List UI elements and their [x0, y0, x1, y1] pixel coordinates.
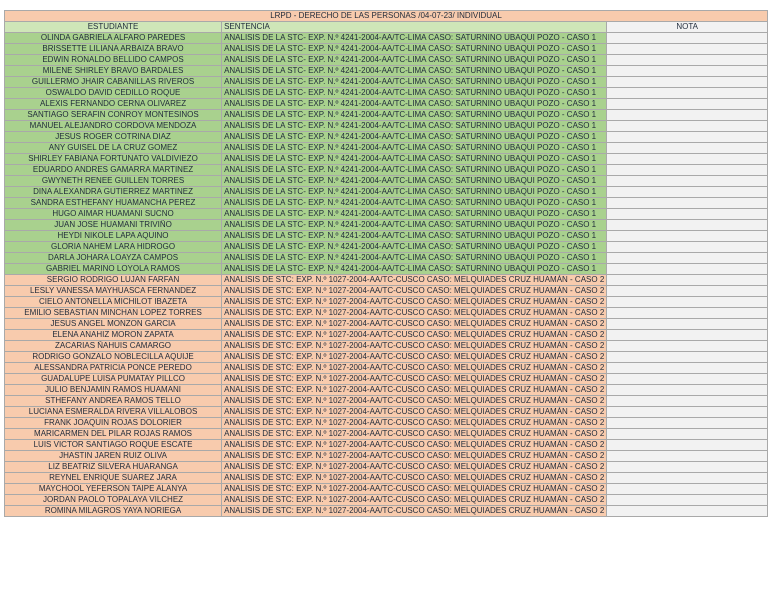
- student-cell[interactable]: SANTIAGO SERAFIN CONROY MONTESINOS: [5, 110, 222, 121]
- grade-cell[interactable]: [607, 231, 768, 242]
- student-cell[interactable]: MARICARMEN DEL PILAR ROJAS RAMOS: [5, 429, 222, 440]
- table-row: [5, 66, 768, 77]
- grade-cell[interactable]: [607, 253, 768, 264]
- sentence-cell[interactable]: ANALISIS DE LA STC- EXP. N.º 4241-2004-AA/TC-LIMA CASO: SATURNINO UBAQUI POZO - CASO 1: [222, 253, 607, 264]
- grade-cell[interactable]: [607, 132, 768, 143]
- table-row: [5, 440, 768, 451]
- grade-cell[interactable]: [607, 165, 768, 176]
- sentence-cell[interactable]: ANALISIS DE LA STC- EXP. N.º 4241-2004-AA/TC-LIMA CASO: SATURNINO UBAQUI POZO - CASO 1: [222, 231, 607, 242]
- table-row: [5, 99, 768, 110]
- sentence-cell[interactable]: ANALISIS DE STC: EXP. N.º 1027-2004-AA/TC-CUSCO CASO: MELQUIADES CRUZ HUAMÁN - CASO 2: [222, 396, 607, 407]
- grade-cell[interactable]: [607, 484, 768, 495]
- student-cell[interactable]: LUIS VICTOR SANTIAGO ROQUE ESCATE: [5, 440, 222, 451]
- grade-cell[interactable]: [607, 99, 768, 110]
- student-cell[interactable]: HUGO AIMAR HUAMANI SUCNO: [5, 209, 222, 220]
- sentence-cell[interactable]: ANALISIS DE STC: EXP. N.º 1027-2004-AA/TC-CUSCO CASO: MELQUIADES CRUZ HUAMÁN - CASO 2: [222, 484, 607, 495]
- grade-cell[interactable]: [607, 242, 768, 253]
- table-row: [5, 220, 768, 231]
- student-cell[interactable]: SHIRLEY FABIANA FORTUNATO VALDIVIEZO: [5, 154, 222, 165]
- table-row: [5, 264, 768, 275]
- sentence-cell[interactable]: ANALISIS DE LA STC- EXP. N.º 4241-2004-AA/TC-LIMA CASO: SATURNINO UBAQUI POZO - CASO 1: [222, 99, 607, 110]
- table-row: [5, 319, 768, 330]
- sentence-cell[interactable]: ANALISIS DE STC: EXP. N.º 1027-2004-AA/TC-CUSCO CASO: MELQUIADES CRUZ HUAMÁN - CASO 2: [222, 451, 607, 462]
- student-cell[interactable]: BRISSETTE LILIANA ARBAIZA BRAVO: [5, 44, 222, 55]
- table-row: [5, 209, 768, 220]
- table-row: [5, 143, 768, 154]
- grade-cell[interactable]: [607, 462, 768, 473]
- sentence-cell[interactable]: ANALISIS DE LA STC- EXP. N.º 4241-2004-AA/TC-LIMA CASO: SATURNINO UBAQUI POZO - CASO 1: [222, 66, 607, 77]
- grade-cell[interactable]: [607, 143, 768, 154]
- student-cell[interactable]: EDWIN RONALDO BELLIDO CAMPOS: [5, 55, 222, 66]
- table-row: [5, 55, 768, 66]
- sentence-cell[interactable]: ANALISIS DE STC: EXP. N.º 1027-2004-AA/TC-CUSCO CASO: MELQUIADES CRUZ HUAMÁN - CASO 2: [222, 297, 607, 308]
- column-header-sentence[interactable]: SENTENCIA: [222, 22, 607, 33]
- grade-cell[interactable]: [607, 418, 768, 429]
- table-row: [5, 308, 768, 319]
- table-row: [5, 330, 768, 341]
- student-cell[interactable]: SANDRA ESTHEFANY HUAMANCHA PEREZ: [5, 198, 222, 209]
- sentence-cell[interactable]: ANALISIS DE LA STC- EXP. N.º 4241-2004-AA/TC-LIMA CASO: SATURNINO UBAQUI POZO - CASO 1: [222, 77, 607, 88]
- grade-cell[interactable]: [607, 341, 768, 352]
- table-row: [5, 341, 768, 352]
- grade-cell[interactable]: [607, 33, 768, 44]
- student-cell[interactable]: SERGIO RODRIGO LUJAN FARFAN: [5, 275, 222, 286]
- grade-cell[interactable]: [607, 363, 768, 374]
- sentence-cell[interactable]: ANALISIS DE LA STC- EXP. N.º 4241-2004-AA/TC-LIMA CASO: SATURNINO UBAQUI POZO - CASO 1: [222, 242, 607, 253]
- table-row: [5, 242, 768, 253]
- title-row: [5, 11, 768, 22]
- table-row: [5, 154, 768, 165]
- table-row: [5, 429, 768, 440]
- grade-cell[interactable]: [607, 297, 768, 308]
- column-header-grade[interactable]: NOTA: [607, 22, 768, 33]
- grade-cell[interactable]: [607, 209, 768, 220]
- table-row: [5, 374, 768, 385]
- student-cell[interactable]: HEYDI NIKOLE LAPA AQUINO: [5, 231, 222, 242]
- table-row: [5, 253, 768, 264]
- table-row: [5, 495, 768, 506]
- sentence-cell[interactable]: ANALISIS DE LA STC- EXP. N.º 4241-2004-AA/TC-LIMA CASO: SATURNINO UBAQUI POZO - CASO 1: [222, 165, 607, 176]
- sentence-cell[interactable]: ANALISIS DE STC: EXP. N.º 1027-2004-AA/TC-CUSCO CASO: MELQUIADES CRUZ HUAMÁN - CASO 2: [222, 429, 607, 440]
- grade-cell[interactable]: [607, 495, 768, 506]
- grade-cell[interactable]: [607, 264, 768, 275]
- grade-cell[interactable]: [607, 374, 768, 385]
- grade-cell[interactable]: [607, 44, 768, 55]
- table-row: [5, 396, 768, 407]
- sentence-cell[interactable]: ANALISIS DE LA STC- EXP. N.º 4241-2004-AA/TC-LIMA CASO: SATURNINO UBAQUI POZO - CASO 1: [222, 88, 607, 99]
- grade-cell[interactable]: [607, 187, 768, 198]
- grade-cell[interactable]: [607, 506, 768, 517]
- grade-cell[interactable]: [607, 429, 768, 440]
- sentence-cell[interactable]: ANALISIS DE LA STC- EXP. N.º 4241-2004-AA/TC-LIMA CASO: SATURNINO UBAQUI POZO - CASO 1: [222, 220, 607, 231]
- grade-cell[interactable]: [607, 198, 768, 209]
- table-row: [5, 352, 768, 363]
- student-cell[interactable]: ANY GUISEL DE LA CRUZ GOMEZ: [5, 143, 222, 154]
- sentence-cell[interactable]: ANALISIS DE LA STC- EXP. N.º 4241-2004-AA/TC-LIMA CASO: SATURNINO UBAQUI POZO - CASO 1: [222, 187, 607, 198]
- table-row: [5, 165, 768, 176]
- table-row: [5, 407, 768, 418]
- student-cell[interactable]: STHEFANY ANDREA RAMOS TELLO: [5, 396, 222, 407]
- table-row: [5, 77, 768, 88]
- student-cell[interactable]: GUADALUPE LUISA PUMATAY PILLCO: [5, 374, 222, 385]
- table-row: [5, 198, 768, 209]
- table-row: [5, 44, 768, 55]
- table-row: [5, 132, 768, 143]
- student-cell[interactable]: ELENA ANAHIZ MORON ZAPATA: [5, 330, 222, 341]
- student-cell[interactable]: DARLA JOHARA LOAYZA CAMPOS: [5, 253, 222, 264]
- grade-cell[interactable]: [607, 440, 768, 451]
- sentence-cell[interactable]: ANALISIS DE LA STC- EXP. N.º 4241-2004-AA/TC-LIMA CASO: SATURNINO UBAQUI POZO - CASO 1: [222, 110, 607, 121]
- student-cell[interactable]: REYNEL ENRIQUE SUAREZ JARA: [5, 473, 222, 484]
- sentence-cell[interactable]: ANALISIS DE STC: EXP. N.º 1027-2004-AA/TC-CUSCO CASO: MELQUIADES CRUZ HUAMÁN - CASO 2: [222, 462, 607, 473]
- sentence-cell[interactable]: ANALISIS DE LA STC- EXP. N.º 4241-2004-AA/TC-LIMA CASO: SATURNINO UBAQUI POZO - CASO 1: [222, 264, 607, 275]
- grade-cell[interactable]: [607, 308, 768, 319]
- student-cell[interactable]: JORDAN PAOLO TOPALAYA VILCHEZ: [5, 495, 222, 506]
- student-cell[interactable]: CIELO ANTONELLA MICHILOT IBAZETA: [5, 297, 222, 308]
- sentence-cell[interactable]: ANALISIS DE STC: EXP. N.º 1027-2004-AA/TC-CUSCO CASO: MELQUIADES CRUZ HUAMÁN - CASO 2: [222, 308, 607, 319]
- grade-cell[interactable]: [607, 66, 768, 77]
- table-row: [5, 385, 768, 396]
- sentence-cell[interactable]: ANALISIS DE LA STC- EXP. N.º 4241-2004-AA/TC-LIMA CASO: SATURNINO UBAQUI POZO - CASO 1: [222, 44, 607, 55]
- table-row: [5, 176, 768, 187]
- table-row: [5, 418, 768, 429]
- student-cell[interactable]: MILENE SHIRLEY BRAVO BARDALES: [5, 66, 222, 77]
- student-cell[interactable]: OSWALDO DAVID CEDILLO ROQUE: [5, 88, 222, 99]
- grade-cell[interactable]: [607, 286, 768, 297]
- student-cell[interactable]: ALESSANDRA PATRICIA PONCE PEREDO: [5, 363, 222, 374]
- table-row: [5, 187, 768, 198]
- sentence-cell[interactable]: ANALISIS DE STC: EXP. N.º 1027-2004-AA/TC-CUSCO CASO: MELQUIADES CRUZ HUAMÁN - CASO 2: [222, 363, 607, 374]
- sentence-cell[interactable]: ANALISIS DE LA STC- EXP. N.º 4241-2004-AA/TC-LIMA CASO: SATURNINO UBAQUI POZO - CASO 1: [222, 143, 607, 154]
- table-row: [5, 231, 768, 242]
- student-cell[interactable]: JHASTIN JAREN RUIZ OLIVA: [5, 451, 222, 462]
- grade-cell[interactable]: [607, 88, 768, 99]
- student-cell[interactable]: EMILIO SEBASTIAN MINCHAN LOPEZ TORRES: [5, 308, 222, 319]
- grade-cell[interactable]: [607, 220, 768, 231]
- sentence-cell[interactable]: ANALISIS DE STC: EXP. N.º 1027-2004-AA/TC-CUSCO CASO: MELQUIADES CRUZ HUAMÁN - CASO 2: [222, 341, 607, 352]
- student-cell[interactable]: ALEXIS FERNANDO CERNA OLIVAREZ: [5, 99, 222, 110]
- grade-cell[interactable]: [607, 330, 768, 341]
- table-row: [5, 451, 768, 462]
- grade-cell[interactable]: [607, 110, 768, 121]
- grade-cell[interactable]: [607, 473, 768, 484]
- student-cell[interactable]: GLORIA NAHEM LARA HIDROGO: [5, 242, 222, 253]
- student-cell[interactable]: LIZ BEATRIZ SILVERA HUARANGA: [5, 462, 222, 473]
- sentence-cell[interactable]: ANALISIS DE STC: EXP. N.º 1027-2004-AA/TC-CUSCO CASO: MELQUIADES CRUZ HUAMÁN - CASO 2: [222, 374, 607, 385]
- sentence-cell[interactable]: ANALISIS DE LA STC- EXP. N.º 4241-2004-AA/TC-LIMA CASO: SATURNINO UBAQUI POZO - CASO 1: [222, 209, 607, 220]
- sentence-cell[interactable]: ANALISIS DE STC: EXP. N.º 1027-2004-AA/TC-CUSCO CASO: MELQUIADES CRUZ HUAMÁN - CASO 2: [222, 319, 607, 330]
- table-row: [5, 363, 768, 374]
- sentence-cell[interactable]: ANALISIS DE STC: EXP. N.º 1027-2004-AA/TC-CUSCO CASO: MELQUIADES CRUZ HUAMÁN - CASO 2: [222, 495, 607, 506]
- grade-cell[interactable]: [607, 77, 768, 88]
- student-cell[interactable]: ROMINA MILAGROS YAYA NORIEGA: [5, 506, 222, 517]
- table-row: [5, 286, 768, 297]
- grade-cell[interactable]: [607, 319, 768, 330]
- table-row: [5, 88, 768, 99]
- sentence-cell[interactable]: ANALISIS DE LA STC- EXP. N.º 4241-2004-AA/TC-LIMA CASO: SATURNINO UBAQUI POZO - CASO 1: [222, 33, 607, 44]
- student-cell[interactable]: GUILLERMO JHAIR CABANILLAS RIVEROS: [5, 77, 222, 88]
- grade-cell[interactable]: [607, 55, 768, 66]
- table-row: [5, 462, 768, 473]
- student-cell[interactable]: RODRIGO GONZALO NOBLECILLA AQUIJE: [5, 352, 222, 363]
- grade-cell[interactable]: [607, 352, 768, 363]
- sentence-cell[interactable]: ANALISIS DE LA STC- EXP. N.º 4241-2004-AA/TC-LIMA CASO: SATURNINO UBAQUI POZO - CASO 1: [222, 55, 607, 66]
- student-cell[interactable]: MAYCHOOL YEFERSON TAIPE ALANYA: [5, 484, 222, 495]
- sentence-cell[interactable]: ANALISIS DE LA STC- EXP. N.º 4241-2004-AA/TC-LIMA CASO: SATURNINO UBAQUI POZO - CASO 1: [222, 154, 607, 165]
- table-row: [5, 484, 768, 495]
- table-row: [5, 275, 768, 286]
- grade-cell[interactable]: [607, 407, 768, 418]
- student-cell[interactable]: EDUARDO ANDRES GAMARRA MARTINEZ: [5, 165, 222, 176]
- table-row: [5, 473, 768, 484]
- sentence-cell[interactable]: ANALISIS DE LA STC- EXP. N.º 4241-2004-AA/TC-LIMA CASO: SATURNINO UBAQUI POZO - CASO 1: [222, 132, 607, 143]
- grades-sheet: [4, 10, 768, 517]
- sheet-title[interactable]: LRPD - DERECHO DE LAS PERSONAS /04-07-23/ INDIVIDUAL: [5, 11, 768, 22]
- student-cell[interactable]: GWYNETH RENEE GUILLEN TORRES: [5, 176, 222, 187]
- student-cell[interactable]: JESUS ANGEL MONZON GARCIA: [5, 319, 222, 330]
- sentence-cell[interactable]: ANALISIS DE STC: EXP. N.º 1027-2004-AA/TC-CUSCO CASO: MELQUIADES CRUZ HUAMÁN - CASO 2: [222, 407, 607, 418]
- header-row: [5, 22, 768, 33]
- grade-cell[interactable]: [607, 275, 768, 286]
- grade-cell[interactable]: [607, 176, 768, 187]
- student-cell[interactable]: JESUS ROGER COTRINA DIAZ: [5, 132, 222, 143]
- table-row: [5, 121, 768, 132]
- student-cell[interactable]: JUAN JOSE HUAMANI TRIVIÑO: [5, 220, 222, 231]
- grade-cell[interactable]: [607, 154, 768, 165]
- student-cell[interactable]: LESLY VANESSA MAYHUASCA FERNANDEZ: [5, 286, 222, 297]
- student-cell[interactable]: MANUEL ALEJANDRO CORDOVA MENDOZA: [5, 121, 222, 132]
- student-cell[interactable]: OLINDA GABRIELA ALFARO PAREDES: [5, 33, 222, 44]
- sentence-cell[interactable]: ANALISIS DE STC: EXP. N.º 1027-2004-AA/TC-CUSCO CASO: MELQUIADES CRUZ HUAMÁN - CASO 2: [222, 440, 607, 451]
- sentence-cell[interactable]: ANALISIS DE LA STC- EXP. N.º 4241-2004-AA/TC-LIMA CASO: SATURNINO UBAQUI POZO - CASO 1: [222, 121, 607, 132]
- sentence-cell[interactable]: ANALISIS DE STC: EXP. N.º 1027-2004-AA/TC-CUSCO CASO: MELQUIADES CRUZ HUAMÁN - CASO 2: [222, 286, 607, 297]
- grade-cell[interactable]: [607, 385, 768, 396]
- student-cell[interactable]: LUCIANA ESMERALDA RIVERA VILLALOBOS: [5, 407, 222, 418]
- sentence-cell[interactable]: ANALISIS DE STC: EXP. N.º 1027-2004-AA/TC-CUSCO CASO: MELQUIADES CRUZ HUAMÁN - CASO 2: [222, 275, 607, 286]
- sentence-cell[interactable]: ANALISIS DE STC: EXP. N.º 1027-2004-AA/TC-CUSCO CASO: MELQUIADES CRUZ HUAMÁN - CASO 2: [222, 418, 607, 429]
- column-header-student[interactable]: ESTUDIANTE: [5, 22, 222, 33]
- table-row: [5, 110, 768, 121]
- table-row: [5, 33, 768, 44]
- sentence-cell[interactable]: ANALISIS DE STC: EXP. N.º 1027-2004-AA/TC-CUSCO CASO: MELQUIADES CRUZ HUAMÁN - CASO 2: [222, 385, 607, 396]
- sentence-cell[interactable]: ANALISIS DE LA STC- EXP. N.º 4241-2004-AA/TC-LIMA CASO: SATURNINO UBAQUI POZO - CASO 1: [222, 176, 607, 187]
- student-cell[interactable]: ZACARIAS ÑAHUIS CAMARGO: [5, 341, 222, 352]
- table-row: [5, 297, 768, 308]
- student-cell[interactable]: FRANK JOAQUIN ROJAS DOLORIER: [5, 418, 222, 429]
- grade-cell[interactable]: [607, 396, 768, 407]
- sentence-cell[interactable]: ANALISIS DE LA STC- EXP. N.º 4241-2004-AA/TC-LIMA CASO: SATURNINO UBAQUI POZO - CASO 1: [222, 198, 607, 209]
- table-row: [5, 506, 768, 517]
- grade-cell[interactable]: [607, 121, 768, 132]
- student-cell[interactable]: JULIO BENJAMIN RAMOS HUAMANI: [5, 385, 222, 396]
- sentence-cell[interactable]: ANALISIS DE STC: EXP. N.º 1027-2004-AA/TC-CUSCO CASO: MELQUIADES CRUZ HUAMÁN - CASO 2: [222, 473, 607, 484]
- sentence-cell[interactable]: ANALISIS DE STC: EXP. N.º 1027-2004-AA/TC-CUSCO CASO: MELQUIADES CRUZ HUAMÁN - CASO 2: [222, 330, 607, 341]
- sentence-cell[interactable]: ANALISIS DE STC: EXP. N.º 1027-2004-AA/TC-CUSCO CASO: MELQUIADES CRUZ HUAMÁN - CASO 2: [222, 352, 607, 363]
- student-cell[interactable]: DINA ALEXANDRA GUTIERREZ MARTINEZ: [5, 187, 222, 198]
- sentence-cell[interactable]: ANALISIS DE STC: EXP. N.º 1027-2004-AA/TC-CUSCO CASO: MELQUIADES CRUZ HUAMÁN - CASO 2: [222, 506, 607, 517]
- grade-cell[interactable]: [607, 451, 768, 462]
- student-cell[interactable]: GABRIEL MARINO LOYOLA RAMOS: [5, 264, 222, 275]
